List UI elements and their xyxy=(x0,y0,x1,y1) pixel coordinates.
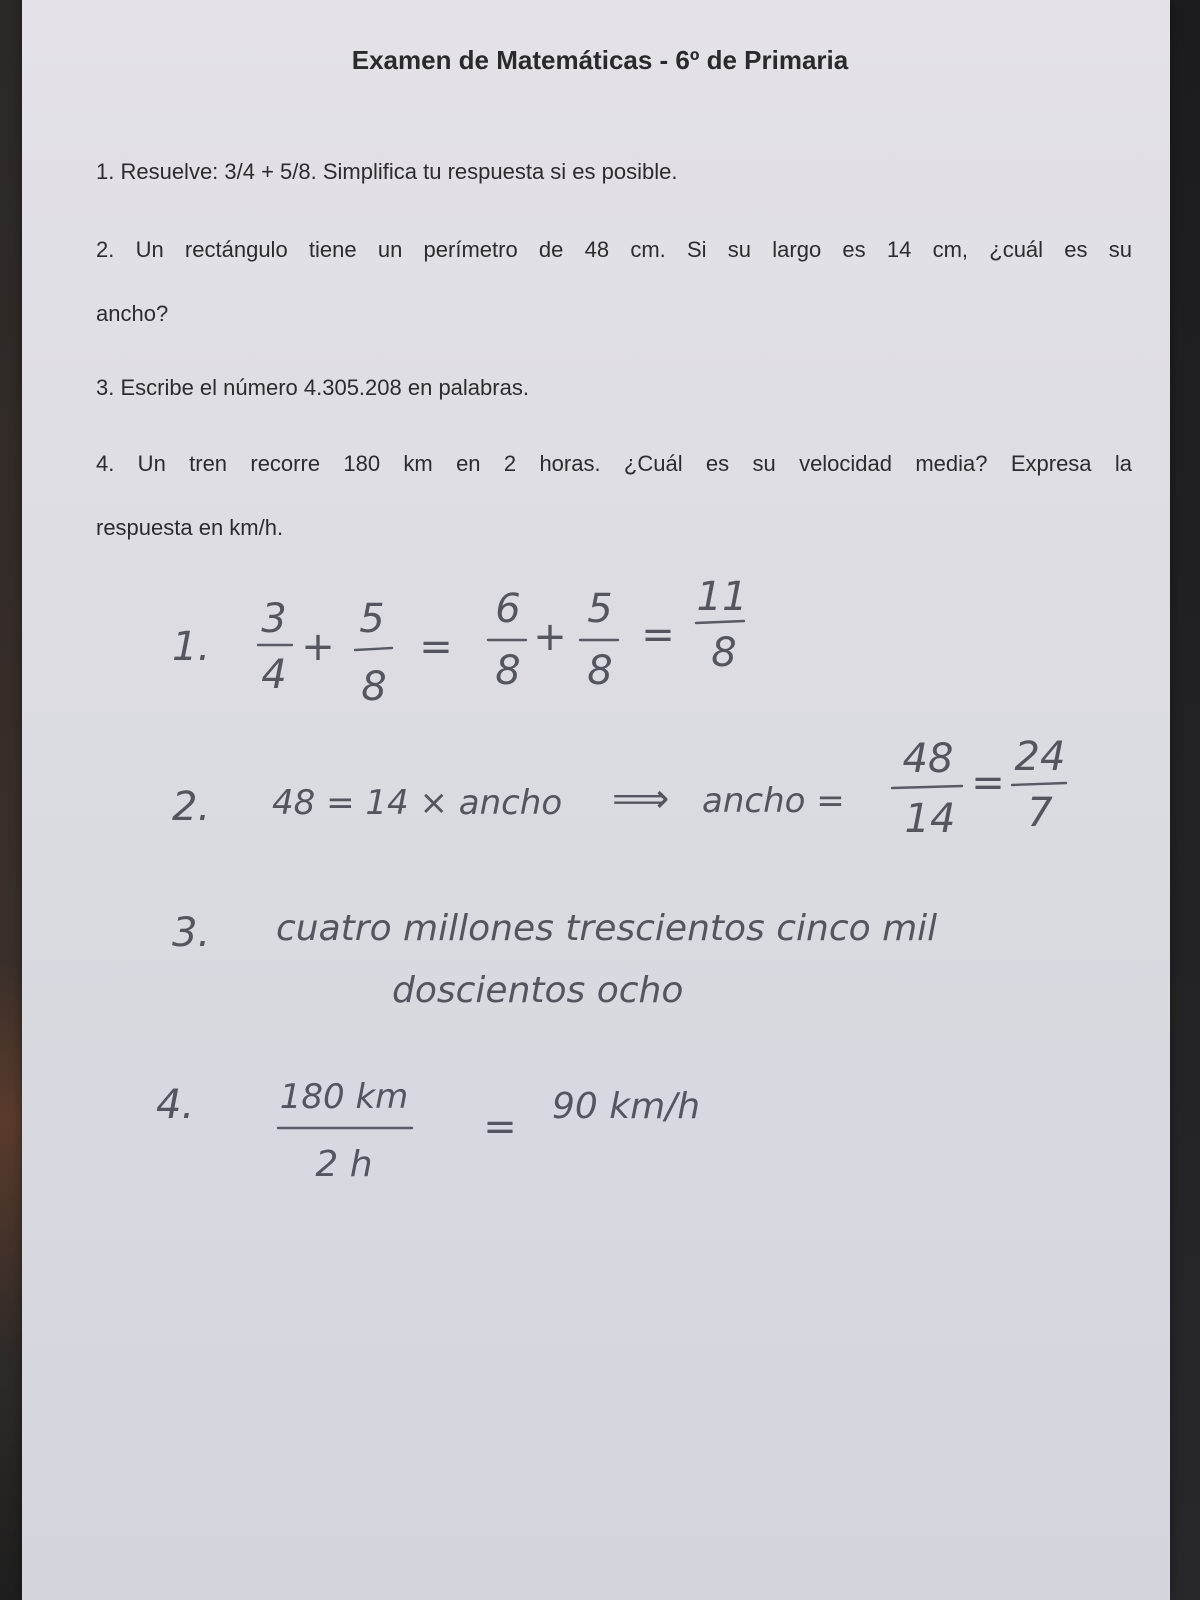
answer-1-frac1-den: 4 xyxy=(261,652,287,698)
answer-2-frac1-den: 14 xyxy=(904,796,956,842)
answer-1-frac5-den: 8 xyxy=(711,630,737,676)
answer-2-arrow: ⟹ xyxy=(612,776,670,822)
answer-2-frac2-den: 7 xyxy=(1027,790,1053,836)
answer-2-label: ancho = xyxy=(702,781,845,821)
answer-1-frac2-bar xyxy=(355,648,392,650)
answer-2-frac2-num: 24 xyxy=(1014,734,1066,780)
answer-1-frac2-num: 5 xyxy=(359,596,385,642)
answer-2-equals: = xyxy=(971,760,1005,806)
answer-2 xyxy=(172,734,1066,842)
answer-1-frac1-num: 3 xyxy=(261,596,287,642)
answer-3-line-1: cuatro millones trescientos cinco mil xyxy=(276,908,938,949)
answer-1-plus-1: + xyxy=(301,624,335,670)
answer-1-frac3-den: 8 xyxy=(495,648,521,694)
answer-3-line-2: doscientos ocho xyxy=(392,970,684,1011)
question-4-line-2: respuesta en km/h. xyxy=(96,515,284,540)
answer-1-frac3-num: 6 xyxy=(495,586,521,632)
question-2-line-1: 2. Un rectángulo tiene un perímetro de 48 cm. Si su largo es 14 cm, ¿cuál es su xyxy=(96,237,1132,262)
question-3-line-1: 3. Escribe el número 4.305.208 en palabras. xyxy=(96,375,529,400)
answer-4-equals: = xyxy=(483,1104,517,1150)
answer-1-number: 1. xyxy=(172,624,211,670)
answer-1-equals-1: = xyxy=(419,624,453,670)
answer-1-frac5-num: 11 xyxy=(696,574,748,620)
answer-4-number: 4. xyxy=(156,1082,195,1128)
question-4-line-1: 4. Un tren recorre 180 km en 2 horas. ¿Cuál es su velocidad media? Expresa la xyxy=(96,451,1132,476)
answer-1-frac4-den: 8 xyxy=(587,648,613,694)
answer-2-frac1-num: 48 xyxy=(902,736,954,782)
question-1-line-1: 1. Resuelve: 3/4 + 5/8. Simplifica tu respuesta si es posible. xyxy=(96,159,678,184)
answer-1-frac5-bar xyxy=(696,621,744,623)
answer-2-frac1-bar xyxy=(892,786,962,788)
answer-4-frac-num: 180 km xyxy=(279,1077,409,1117)
answer-2-number: 2. xyxy=(172,784,211,830)
answer-4-frac-den: 2 h xyxy=(315,1144,373,1185)
answer-4 xyxy=(156,1077,700,1185)
answer-1 xyxy=(172,574,747,710)
answer-1-frac4-num: 5 xyxy=(587,586,613,632)
answer-1-equals-2: = xyxy=(641,612,675,658)
answer-3-number: 3. xyxy=(172,910,211,956)
answer-4-result: 90 km/h xyxy=(552,1086,701,1127)
answer-3 xyxy=(172,908,937,1011)
answer-2-equation: 48 = 14 × ancho xyxy=(272,783,563,823)
answer-1-frac2-den: 8 xyxy=(361,664,387,710)
answer-1-plus-2: + xyxy=(533,614,567,660)
question-2-line-2: ancho? xyxy=(96,301,169,326)
exam-title: Examen de Matemáticas - 6º de Primaria xyxy=(351,45,849,75)
answer-2-frac2-bar xyxy=(1012,783,1066,785)
